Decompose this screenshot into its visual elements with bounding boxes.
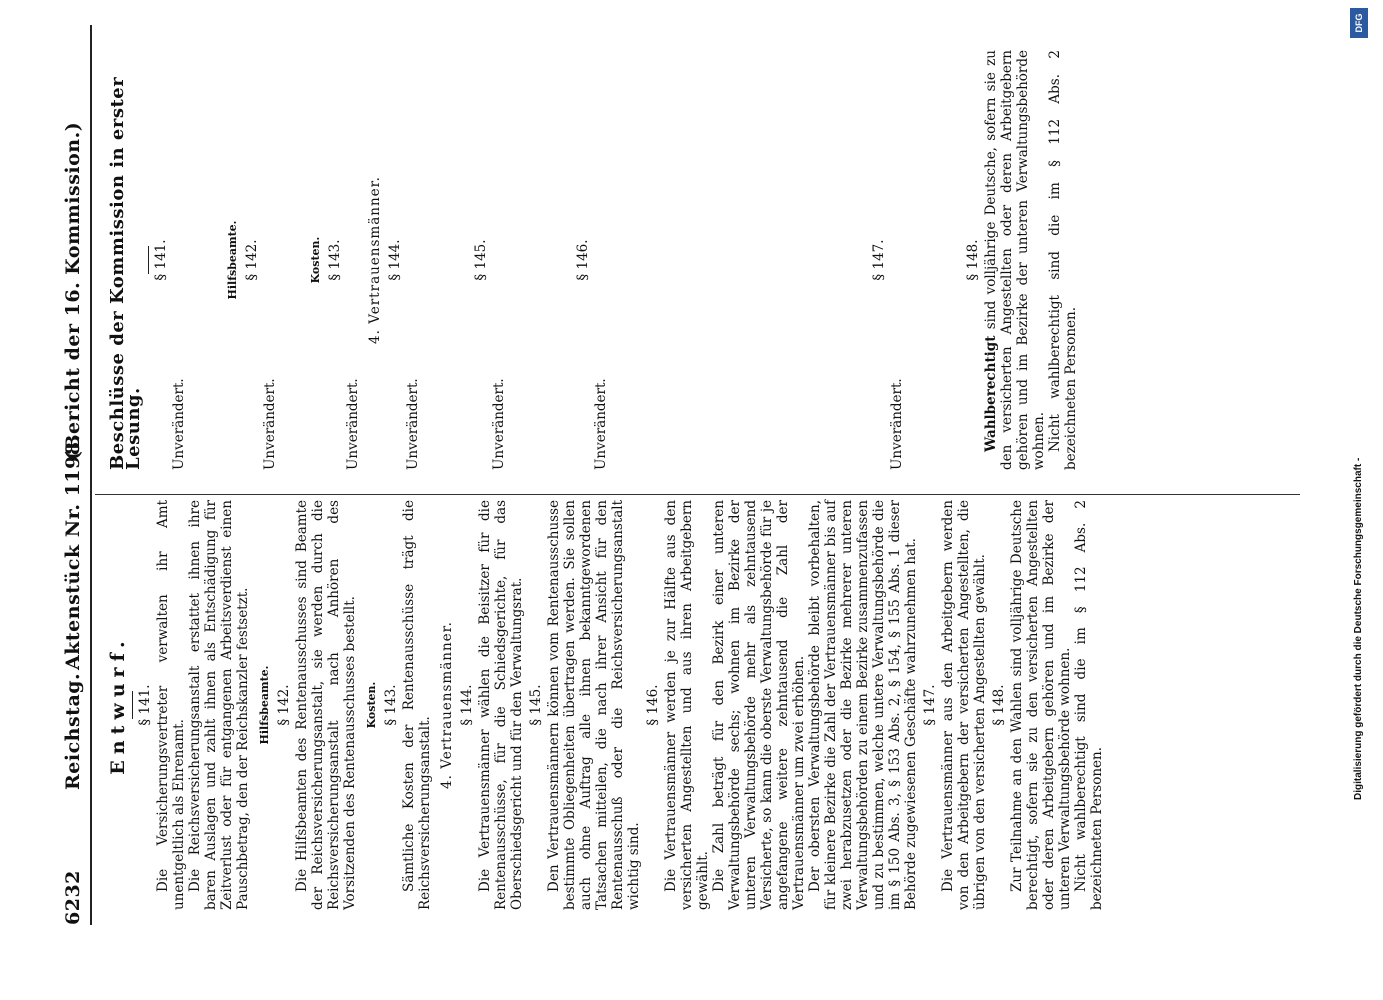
digitization-note: Digitalisierung gefördert durch die Deutsche Forschungsgemeinschaft - [1353,457,1364,800]
section-heading: § 148. [965,239,981,281]
title-rule [148,246,149,274]
section-text: Nicht wahlberechtigt sind die im § 112 Abs. 2 bezeichneten Personen. [1047,50,1079,470]
section-text: Die Vertrauensmänner aus den Arbeitgebern werden von den Arbeitgebern der versicherten Angestellten, die übrigen von den versicherten Angestellten gewählt. [940,500,988,910]
section-heading: § 146. [645,684,661,726]
section-text: Unverändert. [405,378,421,470]
bold-term: Wahlberechtigt [983,335,999,452]
section-heading: § 148. [991,684,1007,726]
header-rule [90,25,92,925]
section-text: Die Zahl beträgt für den Bezirk einer unteren Verwaltungsbehörde sechs; wohnen im Bezirke der unteren Verwaltungsbehörde mehr als zehntausend Versicherte, so kann die oberste Verwaltungsbehörde für je angefangene weitere zehntausend die Zahl der Vertrauensmänner um zwei erhöhen. [711,500,807,910]
publication-name: Reichstag. [62,672,84,790]
column-title-draft: Entwurf. [107,635,129,775]
section-heading: § 142. [276,684,292,726]
section-heading: § 145. [473,239,489,281]
section-text: Unverändert. [889,378,905,470]
subheading: Hilfsbeamte. [258,665,271,745]
section-heading: § 142. [244,239,260,281]
report-title: (Bericht der 16. Kommission.) [62,121,84,460]
section-text: Unverändert. [262,378,278,470]
section-text: Unverändert. [593,378,609,470]
column-resolutions [100,50,1079,470]
chapter-heading: 4. Vertrauensmänner. [439,621,455,789]
section-text: Den Vertrauensmännern können vom Rentenausschusse bestimmte Obliegenheiten übertragen werden. Sie sollen auch ohne Auftrag alle ihnen bekanntgewordenen Tatsachen mitteilen, die nach ihrer Ansicht für den Rentenausschuß oder die Reichsversicherungsanstalt wichtig sind. [546,500,642,910]
section-text: Unverändert. [171,378,187,470]
section-heading: § 143. [327,239,343,281]
chapter-heading: 4. Vertrauensmänner. [367,176,383,344]
title-rule [132,691,133,719]
section-heading: § 144. [459,684,475,726]
section-text: Sämtliche Kosten der Rentenausschüsse trägt die Reichsversicherungsanstalt. [401,500,433,910]
section-text: Unverändert. [491,378,507,470]
page-number: 6232 [62,870,84,925]
section-heading: § 145. [528,684,544,726]
section-text: Der obersten Verwaltungsbehörde bleibt vorbehalten, für kleinere Bezirke die Zahl der Vertrauensmänner bis auf zwei herabzusetzen oder die Bezirke mehrerer unteren Verwaltungsbehörden zu einem Bezirke zusammenzufassen und zu bestimmen, welche untere Verwaltungsbehörde die im § 150 Abs. 3, § 153 Abs. 2, § 154, § 155 Abs. 1 dieser Behörde zugewiesenen Geschäfte wahrzunehmen hat. [807,500,919,910]
section-text: Die Reichsversicherungsanstalt erstattet ihnen ihre baren Auslagen und zahlt ihnen als Entschädigung für Zeitverlust oder für entgangenen Arbeitsverdienst einen Pauschbetrag, den der Reichskanzler festsetzt. [187,500,251,910]
section-heading: § 146. [575,239,591,281]
section-text: sind volljährige Deutsche, sofern sie zu den versicherten Angestellten oder deren Arbeitgebern gehören und im Bezirke der unteren Verwaltungsbehörde wohnen. [983,50,1047,470]
section-heading: § 141. [153,239,169,281]
section-text: Nicht wahlberechtigt sind die im § 112 Abs. 2 bezeichneten Personen. [1073,500,1105,910]
subheading: Hilfsbeamte. [226,220,239,300]
document-number: Aktenstück Nr. 1198. [62,434,84,670]
section-text: Die Hilfsbeamten des Rentenausschusses sind Beamte der Reichsversicherungsanstalt, sie werden durch die Reichsversicherungsanstalt nach Anhören des Vorsitzenden des Rentenausschusses bestellt. [294,500,358,910]
section-heading: § 141. [137,684,153,726]
subheading: Kosten. [365,681,378,729]
subheading: Kosten. [309,236,322,284]
dfg-logo: DFG [1350,8,1368,38]
section-text: Zur Teilnahme an den Wahlen sind volljährige Deutsche berechtigt, sofern sie zu den versicherten Angestellten oder deren Arbeitgebern gehören und im Bezirke der unteren Verwaltungsbehörde wohnen. [1009,500,1073,910]
column-draft [100,500,1105,910]
section-heading: § 143. [383,684,399,726]
section-text-148 [983,50,1047,470]
section-text: Die Vertrauensmänner werden je zur Hälfte aus den versicherten Angestellten und aus ihren Arbeitgebern gewählt. [663,500,711,910]
section-text: Die Vertrauensmänner wählen die Beisitzer für die Rentenausschüsse, für die Schiedsgerichte, für das Oberschiedsgericht und für den Verwaltungsrat. [477,500,525,910]
section-heading: § 147. [871,239,887,281]
section-heading: § 147. [922,684,938,726]
column-divider [95,494,1300,495]
section-text: Die Versicherungsvertreter verwalten ihr Amt unentgeltlich als Ehrenamt. [155,500,187,910]
section-heading: § 144. [387,239,403,281]
column-title-resolutions: Beschlüsse der Kommission in erster Lesung. [107,76,144,470]
section-text: Unverändert. [345,378,361,470]
